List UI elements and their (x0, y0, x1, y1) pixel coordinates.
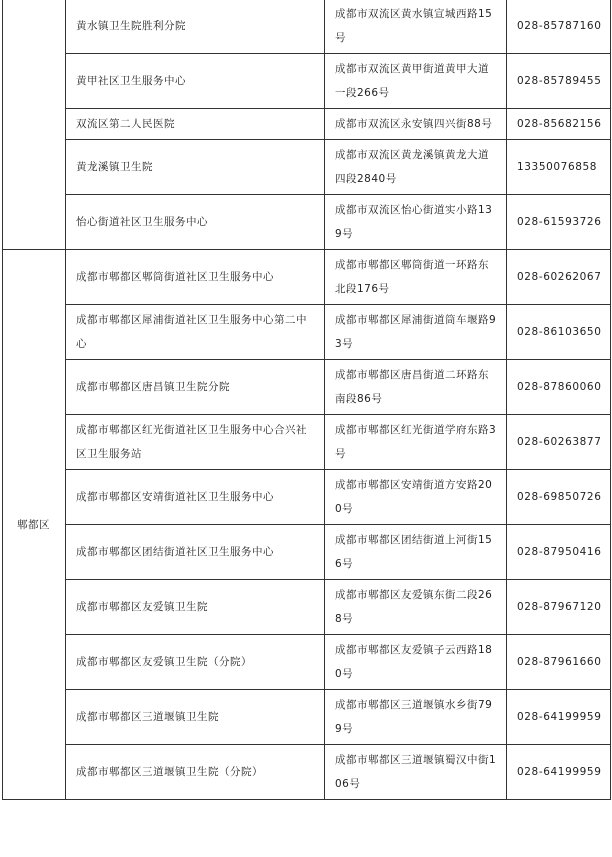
table-row (3, 54, 611, 109)
phone-cell: 028-87967120 (507, 580, 611, 635)
table-row (3, 109, 611, 140)
address-cell: 成都市双流区永安镇四兴街88号 (325, 109, 507, 140)
phone-cell: 028-60262067 (507, 250, 611, 305)
facility-name-cell: 成都市郫都区犀浦街道社区卫生服务中心第二中心 (66, 305, 325, 360)
table-row (3, 195, 611, 250)
facility-name-cell: 黄龙溪镇卫生院 (66, 140, 325, 195)
table-row (3, 580, 611, 635)
address-cell: 成都市郫都区友爱镇子云西路180号 (325, 635, 507, 690)
table-row (3, 470, 611, 525)
facility-name-cell: 成都市郫都区三道堰镇卫生院 (66, 690, 325, 745)
table-row (3, 140, 611, 195)
phone-cell: 028-85682156 (507, 109, 611, 140)
facility-name-cell: 成都市郫都区红光街道社区卫生服务中心合兴社区卫生服务站 (66, 415, 325, 470)
table-row (3, 305, 611, 360)
address-cell: 成都市双流区怡心街道实小路139号 (325, 195, 507, 250)
facility-name-cell: 黄水镇卫生院胜利分院 (66, 0, 325, 54)
phone-cell: 028-61593726 (507, 195, 611, 250)
phone-cell: 028-69850726 (507, 470, 611, 525)
address-cell: 成都市郫都区犀浦街道筒车堰路93号 (325, 305, 507, 360)
address-cell: 成都市郫都区友爱镇东街二段268号 (325, 580, 507, 635)
facility-name-cell: 成都市郫都区友爱镇卫生院（分院） (66, 635, 325, 690)
facility-name-cell: 怡心街道社区卫生服务中心 (66, 195, 325, 250)
table-row (3, 250, 611, 305)
phone-cell: 028-60263877 (507, 415, 611, 470)
table-row (3, 0, 611, 54)
phone-cell: 028-87950416 (507, 525, 611, 580)
phone-cell: 028-87961660 (507, 635, 611, 690)
phone-cell: 028-64199959 (507, 745, 611, 800)
address-cell: 成都市郫都区三道堰镇蜀汉中街106号 (325, 745, 507, 800)
table-row (3, 360, 611, 415)
address-cell: 成都市双流区黄水镇宣城西路15号 (325, 0, 507, 54)
table-row (3, 690, 611, 745)
facility-name-cell: 双流区第二人民医院 (66, 109, 325, 140)
facility-name-cell: 成都市郫都区团结街道社区卫生服务中心 (66, 525, 325, 580)
phone-cell: 028-85789455 (507, 54, 611, 109)
clinic-directory-table (2, 0, 611, 800)
address-cell: 成都市郫都区安靖街道方安路200号 (325, 470, 507, 525)
table-row (3, 525, 611, 580)
address-cell: 成都市郫都区三道堰镇水乡街799号 (325, 690, 507, 745)
phone-cell: 028-64199959 (507, 690, 611, 745)
facility-name-cell: 成都市郫都区友爱镇卫生院 (66, 580, 325, 635)
table-row (3, 635, 611, 690)
address-cell: 成都市郫都区唐昌街道二环路东南段86号 (325, 360, 507, 415)
address-cell: 成都市双流区黄甲街道黄甲大道一段266号 (325, 54, 507, 109)
table-row (3, 415, 611, 470)
district-cell: 郫都区 (3, 250, 66, 800)
address-cell: 成都市双流区黄龙溪镇黄龙大道四段2840号 (325, 140, 507, 195)
address-cell: 成都市郫都区郫筒街道一环路东北段176号 (325, 250, 507, 305)
facility-name-cell: 成都市郫都区三道堰镇卫生院（分院） (66, 745, 325, 800)
address-cell: 成都市郫都区团结街道上河街156号 (325, 525, 507, 580)
table-row (3, 745, 611, 800)
phone-cell: 028-86103650 (507, 305, 611, 360)
facility-name-cell: 成都市郫都区唐昌镇卫生院分院 (66, 360, 325, 415)
phone-cell: 028-85787160 (507, 0, 611, 54)
phone-cell: 028-87860060 (507, 360, 611, 415)
facility-name-cell: 黄甲社区卫生服务中心 (66, 54, 325, 109)
district-cell (3, 0, 66, 250)
address-cell: 成都市郫都区红光街道学府东路3号 (325, 415, 507, 470)
facility-name-cell: 成都市郫都区安靖街道社区卫生服务中心 (66, 470, 325, 525)
clinic-directory-body (3, 0, 611, 800)
facility-name-cell: 成都市郫都区郫筒街道社区卫生服务中心 (66, 250, 325, 305)
phone-cell: 13350076858 (507, 140, 611, 195)
